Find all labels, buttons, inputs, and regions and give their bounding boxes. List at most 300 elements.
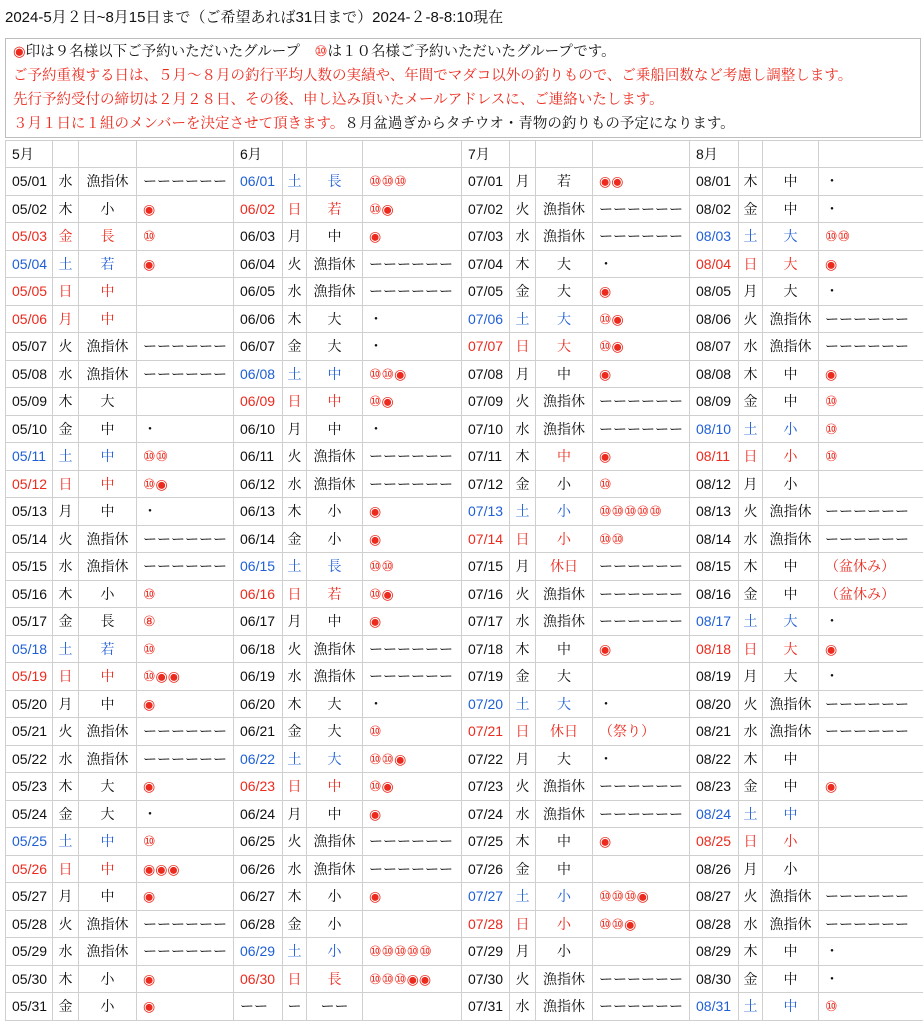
weekday-cell: 月 (739, 855, 763, 883)
date-cell: 07/12 (462, 470, 510, 498)
note-text: ⑩ (314, 44, 328, 60)
tide-cell: 漁指休 (307, 663, 363, 691)
date-cell: 08/24 (690, 800, 739, 828)
reservation-marks-cell: ⑩⑩◉ (363, 745, 462, 773)
tide-cell: 小 (536, 910, 593, 938)
date-cell: 07/09 (462, 388, 510, 416)
table-body (6, 168, 924, 1021)
tide-cell: 小 (763, 415, 819, 443)
date-cell: 07/20 (462, 690, 510, 718)
tide-cell: 中 (763, 360, 819, 388)
tide-cell: 漁指休 (763, 525, 819, 553)
reservation-marks-cell: ーーーーーー (819, 910, 924, 938)
date-cell: 05/16 (6, 580, 53, 608)
reservation-marks-cell: ・ (137, 800, 234, 828)
weekday-cell: 火 (510, 965, 536, 993)
date-cell: 05/08 (6, 360, 53, 388)
tide-cell: 中 (307, 223, 363, 251)
reservation-marks-cell: ーーーーーー (819, 525, 924, 553)
reservation-marks-cell: ーーーーーー (363, 663, 462, 691)
weekday-cell: 土 (510, 305, 536, 333)
weekday-cell: 日 (510, 718, 536, 746)
weekday-cell: 木 (510, 443, 536, 471)
tide-cell: 大 (536, 745, 593, 773)
weekday-cell: 日 (53, 855, 79, 883)
date-cell: 05/20 (6, 690, 53, 718)
date-cell: 06/01 (234, 168, 283, 196)
date-cell: 06/30 (234, 965, 283, 993)
tide-cell: 漁指休 (307, 635, 363, 663)
tide-cell: 休日 (536, 718, 593, 746)
reservation-marks-cell (819, 745, 924, 773)
weekday-cell: 水 (53, 553, 79, 581)
tide-cell: 漁指休 (536, 580, 593, 608)
note-line (13, 64, 920, 88)
weekday-cell: 火 (53, 910, 79, 938)
date-cell: 08/16 (690, 580, 739, 608)
weekday-cell: 日 (53, 663, 79, 691)
date-cell: 06/27 (234, 883, 283, 911)
table-row (6, 168, 924, 196)
tide-cell: 長 (79, 223, 137, 251)
weekday-cell: 火 (283, 635, 307, 663)
reservation-marks-cell (819, 800, 924, 828)
weekday-cell: 木 (53, 388, 79, 416)
date-cell: 05/28 (6, 910, 53, 938)
tide-cell: 中 (763, 938, 819, 966)
reservation-marks-cell: ◉ (137, 690, 234, 718)
reservation-marks-cell (593, 938, 690, 966)
month-header-blank-cell (79, 141, 137, 168)
weekday-cell: 木 (53, 580, 79, 608)
date-cell: 06/13 (234, 498, 283, 526)
reservation-marks-cell: （盆休み） (819, 553, 924, 581)
date-cell: 06/10 (234, 415, 283, 443)
tide-cell: 漁指休 (79, 525, 137, 553)
date-cell: 05/27 (6, 883, 53, 911)
date-cell: 07/10 (462, 415, 510, 443)
date-cell: 06/17 (234, 608, 283, 636)
tide-cell: 漁指休 (763, 910, 819, 938)
date-cell: 07/02 (462, 195, 510, 223)
weekday-cell: 火 (739, 305, 763, 333)
reservation-marks-cell: ーーーーーー (137, 168, 234, 196)
date-cell: 05/15 (6, 553, 53, 581)
weekday-cell: 日 (510, 333, 536, 361)
date-cell: 08/30 (690, 965, 739, 993)
reservation-marks-cell (819, 828, 924, 856)
date-cell: 07/17 (462, 608, 510, 636)
date-cell: 06/15 (234, 553, 283, 581)
date-cell: 05/09 (6, 388, 53, 416)
weekday-cell: 木 (53, 195, 79, 223)
tide-cell: 漁指休 (763, 333, 819, 361)
tide-cell: 中 (763, 745, 819, 773)
tide-cell: 大 (536, 250, 593, 278)
weekday-cell: 木 (53, 965, 79, 993)
date-cell: 06/12 (234, 470, 283, 498)
reservation-marks-cell: ⑩ (819, 415, 924, 443)
reservation-marks-cell: ◉ (819, 250, 924, 278)
table-row (6, 608, 924, 636)
tide-cell: 小 (536, 498, 593, 526)
tide-cell: 中 (763, 773, 819, 801)
reservation-marks-cell: ⑩⑩⑩⑩⑩ (593, 498, 690, 526)
tide-cell: 漁指休 (307, 828, 363, 856)
reservation-marks-cell: ーーーーーー (363, 828, 462, 856)
tide-cell: 小 (79, 993, 137, 1021)
weekday-cell: 火 (739, 690, 763, 718)
table-row (6, 305, 924, 333)
tide-cell: 小 (307, 883, 363, 911)
date-cell: 06/21 (234, 718, 283, 746)
date-cell: 07/25 (462, 828, 510, 856)
tide-cell: 長 (307, 168, 363, 196)
date-cell: 08/06 (690, 305, 739, 333)
reservation-table (5, 140, 923, 1021)
table-row (6, 360, 924, 388)
tide-cell: 中 (79, 470, 137, 498)
reservation-marks-cell: ⑩⑩⑩ (363, 168, 462, 196)
date-cell: 08/04 (690, 250, 739, 278)
reservation-marks-cell: ・ (819, 663, 924, 691)
date-cell: 07/22 (462, 745, 510, 773)
weekday-cell: 土 (739, 800, 763, 828)
date-cell: 08/14 (690, 525, 739, 553)
date-cell: 08/03 (690, 223, 739, 251)
table-row (6, 663, 924, 691)
reservation-marks-cell: ーーーーーー (363, 470, 462, 498)
reservation-marks-cell: ーーーーーー (819, 883, 924, 911)
tide-cell: 漁指休 (763, 305, 819, 333)
date-cell: 08/08 (690, 360, 739, 388)
date-cell: 07/16 (462, 580, 510, 608)
date-cell: 07/06 (462, 305, 510, 333)
date-cell: 08/10 (690, 415, 739, 443)
reservation-marks-cell: ・ (819, 608, 924, 636)
tide-cell: 長 (307, 965, 363, 993)
date-cell: 06/04 (234, 250, 283, 278)
tide-cell: 漁指休 (307, 855, 363, 883)
tide-cell: 大 (79, 773, 137, 801)
date-cell: 07/08 (462, 360, 510, 388)
tide-cell: 小 (763, 470, 819, 498)
reservation-marks-cell: ーーーーーー (363, 855, 462, 883)
reservation-marks-cell: ⑩◉ (363, 580, 462, 608)
weekday-cell: 土 (283, 553, 307, 581)
weekday-cell: 水 (739, 718, 763, 746)
tide-cell: 中 (763, 195, 819, 223)
reservation-marks-cell: ーーーーーー (363, 278, 462, 306)
table-row (6, 855, 924, 883)
weekday-cell: 日 (739, 635, 763, 663)
tide-cell: 若 (79, 635, 137, 663)
date-cell: 07/13 (462, 498, 510, 526)
weekday-cell: 水 (510, 608, 536, 636)
table-row (6, 525, 924, 553)
date-cell: 08/05 (690, 278, 739, 306)
reservation-marks-cell: ⑩◉◉ (137, 663, 234, 691)
tide-cell: 小 (536, 938, 593, 966)
date-cell: 05/31 (6, 993, 53, 1021)
tide-cell: 大 (763, 223, 819, 251)
date-cell: 06/20 (234, 690, 283, 718)
reservation-marks-cell: ◉ (363, 800, 462, 828)
weekday-cell: 火 (510, 195, 536, 223)
reservation-marks-cell: ⑩ (137, 580, 234, 608)
tide-cell: 中 (536, 855, 593, 883)
reservation-marks-cell: ◉ (137, 250, 234, 278)
tide-cell: 漁指休 (79, 745, 137, 773)
date-cell: 05/29 (6, 938, 53, 966)
tide-cell: 漁指休 (79, 553, 137, 581)
date-cell: 07/28 (462, 910, 510, 938)
reservation-marks-cell: ⑩⑩⑩◉ (593, 883, 690, 911)
table-row (6, 498, 924, 526)
weekday-cell: 金 (283, 718, 307, 746)
tide-cell: 中 (79, 663, 137, 691)
tide-cell: 大 (307, 718, 363, 746)
tide-cell: 小 (536, 525, 593, 553)
date-cell: 06/24 (234, 800, 283, 828)
reservation-marks-cell: ◉◉ (593, 168, 690, 196)
weekday-cell: 日 (53, 278, 79, 306)
reservation-marks-cell: ◉ (363, 525, 462, 553)
weekday-cell: 月 (510, 168, 536, 196)
reservation-marks-cell: ⑩⑩⑩⑩⑩ (363, 938, 462, 966)
weekday-cell: 日 (283, 965, 307, 993)
tide-cell: 中 (763, 580, 819, 608)
weekday-cell: 水 (510, 415, 536, 443)
date-cell: 05/06 (6, 305, 53, 333)
note-text: は１０名様ご予約いただいたグループです。 (327, 44, 616, 60)
weekday-cell: 金 (53, 608, 79, 636)
date-cell: 08/20 (690, 690, 739, 718)
table-row (6, 828, 924, 856)
tide-cell: 漁指休 (536, 223, 593, 251)
tide-cell: 小 (763, 443, 819, 471)
date-cell: 05/02 (6, 195, 53, 223)
date-cell: 05/25 (6, 828, 53, 856)
note-line (13, 40, 920, 64)
weekday-cell: 金 (510, 278, 536, 306)
date-cell: 08/18 (690, 635, 739, 663)
weekday-cell: 水 (53, 360, 79, 388)
tide-cell: 小 (536, 883, 593, 911)
weekday-cell: 金 (53, 993, 79, 1021)
reservation-marks-cell: ーーーーーー (593, 800, 690, 828)
reservation-marks-cell (363, 993, 462, 1021)
month-header-blank-cell (283, 141, 307, 168)
note-text: ３月１日に１組のメンバーを決定させて頂きます。 (13, 116, 345, 132)
reservation-marks-cell: ーーーーーー (593, 415, 690, 443)
reservation-marks-cell (593, 855, 690, 883)
weekday-cell: 木 (739, 168, 763, 196)
tide-cell: 大 (536, 333, 593, 361)
tide-cell: 中 (79, 883, 137, 911)
weekday-cell: 日 (510, 525, 536, 553)
tide-cell: 小 (307, 910, 363, 938)
tide-cell: 大 (536, 690, 593, 718)
date-cell: 05/10 (6, 415, 53, 443)
date-cell: 06/22 (234, 745, 283, 773)
weekday-cell: 水 (53, 168, 79, 196)
tide-cell: 中 (307, 388, 363, 416)
tide-cell: 中 (763, 168, 819, 196)
table-row (6, 800, 924, 828)
weekday-cell: 土 (739, 223, 763, 251)
table-row (6, 333, 924, 361)
tide-cell: 漁指休 (536, 965, 593, 993)
weekday-cell: 火 (283, 250, 307, 278)
tide-cell: 漁指休 (79, 938, 137, 966)
weekday-cell: 月 (53, 690, 79, 718)
tide-cell: 中 (763, 800, 819, 828)
note-text: 先行予約受付の締切は２月２８日、その後、申し込み頂いたメールアドレスに、ご連絡いたします。 (13, 92, 664, 108)
date-cell: 05/14 (6, 525, 53, 553)
reservation-marks-cell: ◉ (593, 360, 690, 388)
reservation-marks-cell: ◉ (137, 195, 234, 223)
weekday-cell: 水 (510, 993, 536, 1021)
weekday-cell: 土 (510, 690, 536, 718)
reservation-marks-cell: ・ (819, 195, 924, 223)
reservation-marks-cell: ・ (819, 938, 924, 966)
date-cell: 07/14 (462, 525, 510, 553)
tide-cell: 漁指休 (307, 470, 363, 498)
date-cell: 08/12 (690, 470, 739, 498)
date-cell: 05/22 (6, 745, 53, 773)
reservation-marks-cell: ーーーーーー (593, 965, 690, 993)
tide-cell: ーー (307, 993, 363, 1021)
tide-cell: 若 (536, 168, 593, 196)
tide-cell: 漁指休 (763, 690, 819, 718)
date-cell: 07/27 (462, 883, 510, 911)
weekday-cell: 水 (283, 278, 307, 306)
weekday-cell: 金 (283, 525, 307, 553)
date-cell: 06/29 (234, 938, 283, 966)
reservation-marks-cell: ーーーーーー (593, 773, 690, 801)
weekday-cell: 火 (283, 443, 307, 471)
date-cell: 05/18 (6, 635, 53, 663)
table-row (6, 415, 924, 443)
tide-cell: 若 (79, 250, 137, 278)
reservation-marks-cell: ⑩◉ (363, 195, 462, 223)
reservation-marks-cell (137, 388, 234, 416)
month-header-blank-cell (763, 141, 819, 168)
weekday-cell: 金 (510, 470, 536, 498)
reservation-marks-cell: ⑩⑩◉ (593, 910, 690, 938)
weekday-cell: 土 (283, 745, 307, 773)
reservation-marks-cell: ◉ (137, 883, 234, 911)
weekday-cell: 水 (739, 525, 763, 553)
date-cell: 07/19 (462, 663, 510, 691)
weekday-cell: 金 (739, 195, 763, 223)
weekday-cell: 木 (283, 883, 307, 911)
weekday-cell: 土 (283, 360, 307, 388)
reservation-marks-cell: ⑩⑩ (137, 443, 234, 471)
weekday-cell: 金 (510, 663, 536, 691)
reservation-marks-cell: ◉ (137, 993, 234, 1021)
reservation-marks-cell: ◉ (363, 883, 462, 911)
weekday-cell: 火 (53, 333, 79, 361)
tide-cell: 中 (307, 608, 363, 636)
tide-cell: 漁指休 (763, 498, 819, 526)
reservation-marks-cell: ーーーーーー (819, 498, 924, 526)
weekday-cell: 金 (283, 333, 307, 361)
month-header-blank-cell (819, 141, 924, 168)
reservation-marks-cell: ⑩◉ (593, 305, 690, 333)
reservation-marks-cell: ーーーーーー (363, 635, 462, 663)
tide-cell: 大 (307, 745, 363, 773)
reservation-marks-cell: ーーーーーー (593, 223, 690, 251)
date-cell: 05/23 (6, 773, 53, 801)
reservation-marks-cell: ⑩ (137, 635, 234, 663)
tide-cell: 小 (307, 525, 363, 553)
reservation-marks-cell (593, 663, 690, 691)
reservation-marks-cell: ーーーーーー (137, 553, 234, 581)
tide-cell: 中 (536, 828, 593, 856)
tide-cell: 大 (536, 663, 593, 691)
notes-box (5, 38, 921, 138)
date-cell: 05/19 (6, 663, 53, 691)
date-cell: 06/23 (234, 773, 283, 801)
reservation-marks-cell: ◉ (363, 498, 462, 526)
weekday-cell: 火 (510, 388, 536, 416)
date-cell: 08/27 (690, 883, 739, 911)
weekday-cell: 日 (283, 580, 307, 608)
weekday-cell: 水 (53, 938, 79, 966)
reservation-marks-cell: ・ (363, 415, 462, 443)
reservation-marks-cell: ーーーーーー (593, 553, 690, 581)
tide-cell: 小 (763, 828, 819, 856)
date-cell: 05/12 (6, 470, 53, 498)
note-text: ◉ (13, 44, 26, 60)
date-cell: 05/21 (6, 718, 53, 746)
weekday-cell: 木 (739, 360, 763, 388)
tide-cell: 休日 (536, 553, 593, 581)
reservation-marks-cell: ◉ (593, 635, 690, 663)
weekday-cell: 金 (510, 855, 536, 883)
tide-cell: 中 (763, 965, 819, 993)
date-cell: 07/07 (462, 333, 510, 361)
tide-cell: 中 (536, 635, 593, 663)
date-cell: 07/30 (462, 965, 510, 993)
tide-cell: 小 (307, 938, 363, 966)
date-cell: 05/24 (6, 800, 53, 828)
date-cell: 06/28 (234, 910, 283, 938)
date-cell: 05/04 (6, 250, 53, 278)
weekday-cell: 月 (739, 470, 763, 498)
weekday-cell: 水 (739, 910, 763, 938)
date-cell: 05/03 (6, 223, 53, 251)
weekday-cell: 水 (510, 800, 536, 828)
date-cell: 07/01 (462, 168, 510, 196)
tide-cell: 漁指休 (536, 800, 593, 828)
weekday-cell: 日 (283, 195, 307, 223)
reservation-marks-cell: ⑩⑩◉ (363, 360, 462, 388)
reservation-marks-cell: ◉ (137, 773, 234, 801)
tide-cell: 大 (763, 663, 819, 691)
reservation-marks-cell: ーーーーーー (137, 360, 234, 388)
date-cell: 05/01 (6, 168, 53, 196)
date-cell: 07/23 (462, 773, 510, 801)
reservation-marks-cell: ◉ (363, 608, 462, 636)
table-row (6, 388, 924, 416)
date-cell: 08/11 (690, 443, 739, 471)
tide-cell: 漁指休 (536, 195, 593, 223)
table-row (6, 745, 924, 773)
tide-cell: 中 (79, 443, 137, 471)
